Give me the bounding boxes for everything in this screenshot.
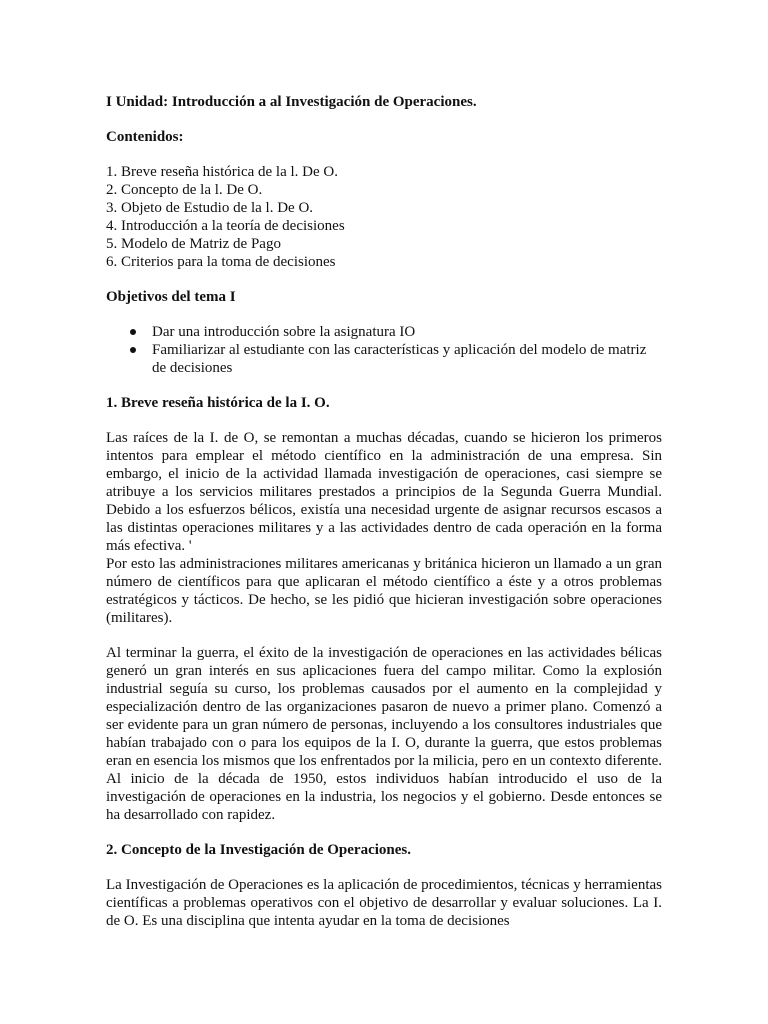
bullet-icon: [130, 347, 136, 353]
list-item: 6. Criterios para la toma de decisiones: [106, 254, 336, 270]
section-1-heading: 1. Breve reseña histórica de la I. O.: [106, 395, 330, 411]
paragraph-gap: [106, 824, 662, 841]
section-2-heading: 2. Concepto de la Investigación de Operaciones.: [106, 842, 411, 858]
section-1-paragraph-2: Por esto las administraciones militares americanas y británica hicieron un llamado a un gran número de científicos para que aplicaran el método científico a éste y a otros problemas estratégicos y tácticos. De hecho, se les pidió que hicieran investigación sobre operaciones (militares).: [106, 556, 662, 626]
section-2-paragraph-1: La Investigación de Operaciones es la aplicación de procedimientos, técnicas y herramientas científicas a problemas operativos con el objetivo de desarrollar y evaluar soluciones. La I. de O. Es una disciplina que intenta ayudar en la toma de decisiones: [106, 877, 662, 929]
objetivos-heading: Objetivos del tema I: [106, 289, 236, 305]
bullet-item: [106, 323, 662, 341]
paragraph-gap: [106, 627, 662, 644]
list-item: 1. Breve reseña histórica de la l. De O.: [106, 164, 338, 180]
section-1-paragraph-1: Las raíces de la I. de O, se remontan a muchas décadas, cuando se hicieron los primeros intentos para emplear el método científico en la administración de una empresa. Sin embargo, el inicio de la actividad llamada investigación de operaciones, casi siempre se atribuye a los servicios militares prestados a principios de la Segunda Guerra Mundial. Debido a los esfuerzos bélicos, existía una necesidad urgente de asignar recursos escasos a las distintas operaciones militares y a las actividades dentro de cada operación en la forma más efectiva. ': [106, 430, 662, 554]
contenidos-heading: Contenidos:: [106, 129, 184, 145]
bullet-text: Dar una introducción sobre la asignatura IO: [152, 324, 416, 340]
list-item: 2. Concepto de la l. De O.: [106, 182, 263, 198]
list-item: 5. Modelo de Matriz de Pago: [106, 236, 281, 252]
list-item: 3. Objeto de Estudio de la l. De O.: [106, 200, 314, 216]
bullet-item: [106, 341, 662, 377]
section-1-paragraph-3: Al terminar la guerra, el éxito de la investigación de operaciones en las actividades bélicas generó un gran interés en sus aplicaciones fuera del campo militar. Como la explosión industrial seguía su curso, los problemas causados por el aumento en la complejidad y especialización dentro de las organizaciones pasaron de nuevo a primer plano. Comenzó a ser evidente para un gran número de personas, incluyendo a los consultores industriales que habían trabajado con o para los equipos de la I. O, durante la guerra, que estos problemas eran en esencia los mismos que los enfrentados por la milicia, pero en un contexto diferente. Al inicio de la década de 1950, estos individuos habían introducido el uso de la investigación de operaciones en la industria, los negocios y el gobierno. Desde entonces se ha desarrollado con rapidez.: [106, 645, 662, 823]
contenidos-list: [106, 163, 662, 271]
document-body: [106, 93, 662, 930]
objetivos-list: [106, 323, 662, 377]
document-title: I Unidad: Introducción a al Investigación de Operaciones.: [106, 94, 477, 110]
bullet-text: Familiarizar al estudiante con las características y aplicación del modelo de matriz de decisiones: [152, 342, 647, 376]
bullet-icon: [130, 329, 136, 335]
list-item: 4. Introducción a la teoría de decisiones: [106, 218, 345, 234]
